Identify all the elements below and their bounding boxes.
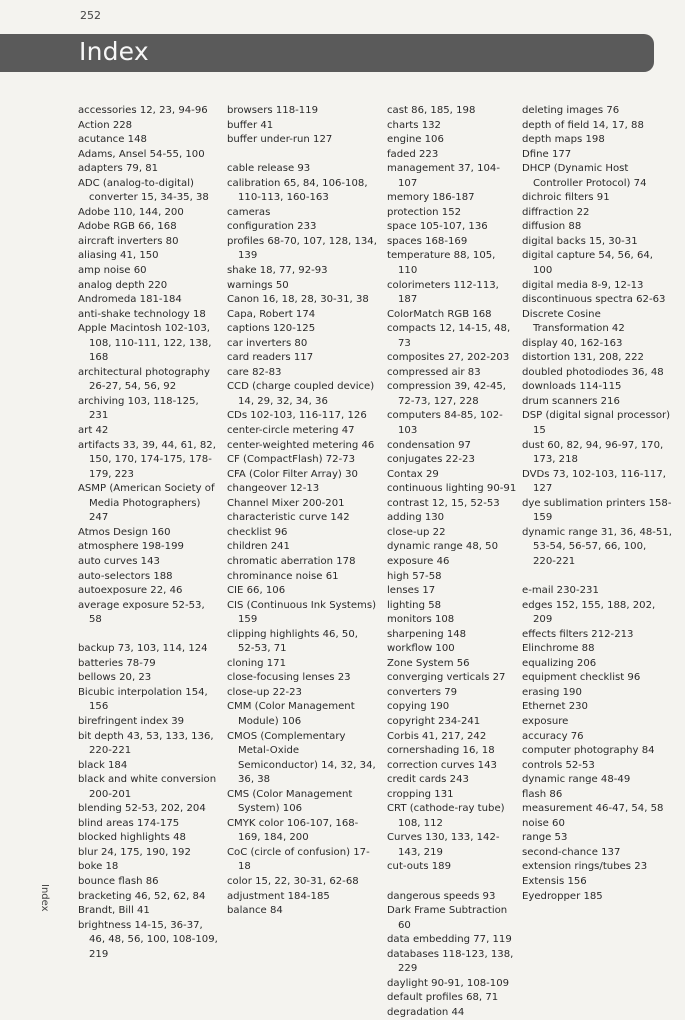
index-entry: clipping highlights 46, 50, 52-53, 71 (227, 628, 358, 655)
index-entry: CRT (cathode-ray tube) 108, 112 (387, 803, 505, 829)
index-entry: credit cards 243 (387, 774, 469, 786)
index-entry: CFA (Color Filter Array) 30 (227, 468, 358, 480)
index-entry: ASMP (American Society of Media Photographers) 247 (78, 483, 215, 524)
index-entry: Bicubic interpolation 154, 156 (78, 686, 208, 713)
index-entry: converters 79 (387, 686, 458, 698)
index-entry: CMOS (Complementary Metal-Oxide Semiconductor) 14, 32, 34, 36, 38 (227, 730, 376, 786)
index-entry: equalizing 206 (522, 657, 597, 669)
index-entry: archiving 103, 118-125, 231 (78, 395, 199, 422)
index-entry: Adobe RGB 66, 168 (78, 221, 177, 233)
index-entry: condensation 97 (387, 439, 471, 451)
index-entry: Canon 16, 18, 28, 30-31, 38 (227, 294, 369, 306)
index-entry: dynamic range 31, 36, 48-51, 53-54, 56-57, 66, 100, 220-221 (522, 526, 672, 567)
index-entry: black and white conversion 200-201 (78, 774, 217, 800)
index-entry: Dfine 177 (522, 148, 572, 160)
index-entry: center-circle metering 47 (227, 425, 355, 437)
index-entry: profiles 68-70, 107, 128, 134, 139 (227, 235, 377, 262)
index-entry: autoexposure 22, 46 (78, 585, 183, 597)
index-entry: exposure 46 (387, 555, 450, 567)
index-entry: DVDs 73, 102-103, 116-117, 127 (522, 468, 666, 495)
index-entry: black 184 (78, 759, 128, 771)
index-entry: DHCP (Dynamic Host Controller Protocol) 74 (522, 163, 647, 189)
index-entry: daylight 90-91, 108-109 (387, 977, 510, 989)
index-entry: range 53 (522, 832, 568, 844)
index-entry: bit depth 43, 53, 133, 136, 220-221 (78, 730, 214, 757)
index-entry: changeover 12-13 (227, 483, 320, 495)
index-entry: center-weighted metering 46 (227, 439, 375, 451)
index-entry: aircraft inverters 80 (78, 235, 179, 247)
index-entry: extension rings/tubes 23 (522, 861, 648, 873)
index-entry: Dark Frame Subtraction 60 (387, 905, 508, 931)
index-entry: configuration 233 (227, 221, 317, 233)
index-entry: e-mail 230-231 (522, 585, 599, 597)
index-entry: computer photography 84 (522, 745, 655, 757)
index-entry: copyright 234-241 (387, 715, 481, 727)
index-entry: buffer 41 (227, 119, 274, 131)
index-entry: blur 24, 175, 190, 192 (78, 846, 191, 858)
index-entry: compressed air 83 (387, 366, 481, 378)
index-entry: digital media 8-9, 12-13 (522, 279, 644, 291)
index-entry: digital backs 15, 30-31 (522, 235, 638, 247)
index-entry: cloning 171 (227, 657, 287, 669)
index-entry: CMM (Color Management Module) 106 (227, 701, 355, 727)
index-banner (0, 34, 654, 72)
index-entry: dynamic range 48, 50 (387, 541, 499, 553)
index-column-4 (522, 104, 672, 904)
index-entry: warnings 50 (227, 279, 289, 291)
index-entry: Atmos Design 160 (78, 526, 171, 538)
index-entry: CIS (Continuous Ink Systems) 159 (227, 599, 377, 626)
index-entry: Eyedropper 185 (522, 890, 603, 902)
index-entry: cornershading 16, 18 (387, 745, 495, 757)
letter-gap (78, 628, 218, 643)
index-entry: cut-outs 189 (387, 861, 451, 873)
index-entry: adding 130 (387, 512, 445, 524)
index-entry: colorimeters 112-113, 187 (387, 279, 499, 306)
letter-gap (522, 570, 672, 585)
index-entry: ADC (analog-to-digital) converter 15, 34-35, 38 (78, 177, 209, 204)
index-entry: memory 186-187 (387, 192, 475, 204)
index-entry: lighting 58 (387, 599, 442, 611)
page-title: Index (79, 37, 149, 66)
index-entry: discontinuous spectra 62-63 (522, 294, 666, 306)
index-entry: cable release 93 (227, 163, 311, 175)
index-entry: lenses 17 (387, 585, 436, 597)
index-entry: Adobe 110, 144, 200 (78, 206, 184, 218)
side-section-label: Index (39, 884, 50, 912)
index-entry: noise 60 (522, 817, 565, 829)
index-entry: Andromeda 181-184 (78, 294, 182, 306)
index-entry: accessories 12, 23, 94-96 (78, 105, 208, 116)
index-entry: Channel Mixer 200-201 (227, 497, 345, 509)
index-entry: adjustment 184-185 (227, 890, 330, 902)
index-entry: dynamic range 48-49 (522, 774, 631, 786)
index-entry: Corbis 41, 217, 242 (387, 730, 487, 742)
index-entry: continuous lighting 90-91 (387, 483, 517, 495)
letter-gap (227, 148, 377, 163)
index-entry: compacts 12, 14-15, 48, 73 (387, 323, 511, 349)
index-entry: art 42 (78, 425, 109, 437)
index-entry: buffer under-run 127 (227, 134, 333, 146)
page-number: 252 (80, 9, 101, 22)
index-entry: edges 152, 155, 188, 202, 209 (522, 599, 656, 626)
index-entry: temperature 88, 105, 110 (387, 250, 496, 277)
index-entry: bracketing 46, 52, 62, 84 (78, 890, 206, 902)
index-entry: acutance 148 (78, 134, 147, 146)
index-entry: aliasing 41, 150 (78, 250, 159, 262)
index-entry: anti-shake technology 18 (78, 308, 206, 320)
index-entry: analog depth 220 (78, 279, 168, 291)
index-entry: Apple Macintosh 102-103, 108, 110-111, 122, 138, 168 (78, 323, 212, 364)
index-entry: correction curves 143 (387, 759, 497, 771)
index-entry: flash 86 (522, 788, 563, 800)
index-entry: auto-selectors 188 (78, 570, 173, 582)
index-entry: browsers 118-119 (227, 105, 319, 116)
index-entry: Elinchrome 88 (522, 643, 595, 655)
index-entry: auto curves 143 (78, 555, 160, 567)
index-entry: backup 73, 103, 114, 124 (78, 643, 208, 655)
index-entry: Curves 130, 133, 142-143, 219 (387, 832, 500, 858)
index-entry: downloads 114-115 (522, 381, 622, 393)
index-entry: cameras (227, 206, 271, 218)
index-entry: compression 39, 42-45, 72-73, 127, 228 (387, 381, 507, 407)
index-entry: contrast 12, 15, 52-53 (387, 497, 500, 509)
index-entry: dye sublimation printers 158-159 (522, 497, 672, 524)
index-entry: color 15, 22, 30-31, 62-68 (227, 875, 359, 887)
index-entry: diffusion 88 (522, 221, 582, 233)
index-entry: atmosphere 198-199 (78, 541, 184, 553)
index-entry: degradation 44 (387, 1006, 465, 1018)
index-entry: captions 120-125 (227, 323, 316, 335)
index-entry: CMS (Color Management System) 106 (227, 788, 353, 815)
index-entry: diffraction 22 (522, 206, 590, 218)
index-entry: CIE 66, 106 (227, 585, 286, 597)
index-entry: CDs 102-103, 116-117, 126 (227, 410, 367, 422)
index-entry: exposure (522, 715, 569, 727)
index-entry: high 57-58 (387, 570, 442, 582)
index-entry: depth of field 14, 17, 88 (522, 119, 644, 131)
index-entry: equipment checklist 96 (522, 672, 641, 684)
index-entry: bounce flash 86 (78, 875, 159, 887)
index-entry: Brandt, Bill 41 (78, 905, 150, 917)
index-entry: architectural photography 26-27, 54, 56, 92 (78, 366, 210, 393)
index-entry: care 82-83 (227, 366, 282, 378)
index-entry: children 241 (227, 541, 290, 553)
index-entry: checklist 96 (227, 526, 288, 538)
index-entry: chrominance noise 61 (227, 570, 339, 582)
index-entry: charts 132 (387, 119, 441, 131)
index-entry: card readers 117 (227, 352, 314, 364)
index-entry: space 105-107, 136 (387, 221, 488, 233)
index-entry: Ethernet 230 (522, 701, 588, 713)
index-entry: monitors 108 (387, 614, 455, 626)
index-entry: drum scanners 216 (522, 395, 620, 407)
index-entry: CCD (charge coupled device) 14, 29, 32, 34, 36 (227, 381, 375, 407)
index-entry: dust 60, 82, 94, 96-97, 170, 173, 218 (522, 439, 664, 466)
index-entry: engine 106 (387, 134, 444, 146)
index-entry: dichroic filters 91 (522, 192, 610, 204)
index-entry: birefringent index 39 (78, 715, 185, 727)
index-column-3 (387, 104, 517, 1020)
index-entry: brightness 14-15, 36-37, 46, 48, 56, 100, 108-109, 219 (78, 919, 218, 960)
index-entry: CF (CompactFlash) 72-73 (227, 454, 356, 466)
index-entry: CMYK color 106-107, 168-169, 184, 200 (227, 817, 359, 844)
index-column-2 (227, 104, 377, 919)
index-entry: Zone System 56 (387, 657, 470, 669)
index-entry: close-up 22 (387, 526, 446, 538)
index-entry: balance 84 (227, 905, 283, 917)
index-entry: amp noise 60 (78, 265, 147, 277)
index-entry: faded 223 (387, 148, 439, 160)
index-entry: Adams, Ansel 54-55, 100 (78, 148, 205, 160)
index-entry: chromatic aberration 178 (227, 555, 356, 567)
index-entry: boke 18 (78, 861, 119, 873)
index-entry: conjugates 22-23 (387, 454, 475, 466)
index-entry: measurement 46-47, 54, 58 (522, 803, 664, 815)
index-entry: databases 118-123, 138, 229 (387, 948, 514, 975)
index-column-1 (78, 104, 218, 962)
index-entry: CoC (circle of confusion) 17-18 (227, 846, 370, 873)
index-entry: car inverters 80 (227, 337, 308, 349)
index-entry: Discrete Cosine Transformation 42 (522, 308, 625, 335)
index-entry: workflow 100 (387, 643, 455, 655)
index-entry: accuracy 76 (522, 730, 584, 742)
index-entry: shake 18, 77, 92-93 (227, 265, 328, 277)
index-entry: digital capture 54, 56, 64, 100 (522, 250, 653, 277)
index-entry: effects filters 212-213 (522, 628, 634, 640)
index-entry: adapters 79, 81 (78, 163, 159, 175)
index-entry: blocked highlights 48 (78, 832, 186, 844)
index-entry: display 40, 162-163 (522, 337, 623, 349)
index-entry: sharpening 148 (387, 628, 467, 640)
index-entry: distortion 131, 208, 222 (522, 352, 644, 364)
index-entry: computers 84-85, 102-103 (387, 410, 503, 437)
index-entry: blending 52-53, 202, 204 (78, 803, 206, 815)
index-entry: doubled photodiodes 36, 48 (522, 366, 664, 378)
index-entry: average exposure 52-53, 58 (78, 599, 205, 626)
index-entry: Action 228 (78, 119, 133, 131)
index-entry: spaces 168-169 (387, 235, 468, 247)
index-entry: artifacts 33, 39, 44, 61, 82, 150, 170, 174-175, 178-179, 223 (78, 439, 216, 480)
index-entry: Contax 29 (387, 468, 439, 480)
letter-gap (387, 875, 517, 890)
index-entry: converging verticals 27 (387, 672, 506, 684)
index-entry: data embedding 77, 119 (387, 934, 512, 946)
index-entry: bellows 20, 23 (78, 672, 152, 684)
index-entry: management 37, 104-107 (387, 163, 500, 189)
index-entry: batteries 78-79 (78, 657, 156, 669)
index-entry: depth maps 198 (522, 134, 605, 146)
index-entry: second-chance 137 (522, 846, 621, 858)
index-entry: default profiles 68, 71 (387, 992, 499, 1004)
index-entry: ColorMatch RGB 168 (387, 308, 492, 320)
index-entry: copying 190 (387, 701, 450, 713)
index-entry: close-up 22-23 (227, 686, 302, 698)
index-entry: cropping 131 (387, 788, 454, 800)
index-entry: blind areas 174-175 (78, 817, 180, 829)
index-entry: controls 52-53 (522, 759, 595, 771)
index-entry: deleting images 76 (522, 105, 620, 116)
index-entry: DSP (digital signal processor) 15 (522, 410, 671, 437)
index-entry: Extensis 156 (522, 875, 587, 887)
index-entry: Capa, Robert 174 (227, 308, 316, 320)
index-entry: erasing 190 (522, 686, 582, 698)
index-entry: dangerous speeds 93 (387, 890, 496, 902)
index-entry: composites 27, 202-203 (387, 352, 510, 364)
index-entry: calibration 65, 84, 106-108, 110-113, 160-163 (227, 177, 368, 204)
index-entry: cast 86, 185, 198 (387, 105, 476, 116)
index-entry: protection 152 (387, 206, 462, 218)
index-entry: characteristic curve 142 (227, 512, 350, 524)
index-entry: close-focusing lenses 23 (227, 672, 351, 684)
